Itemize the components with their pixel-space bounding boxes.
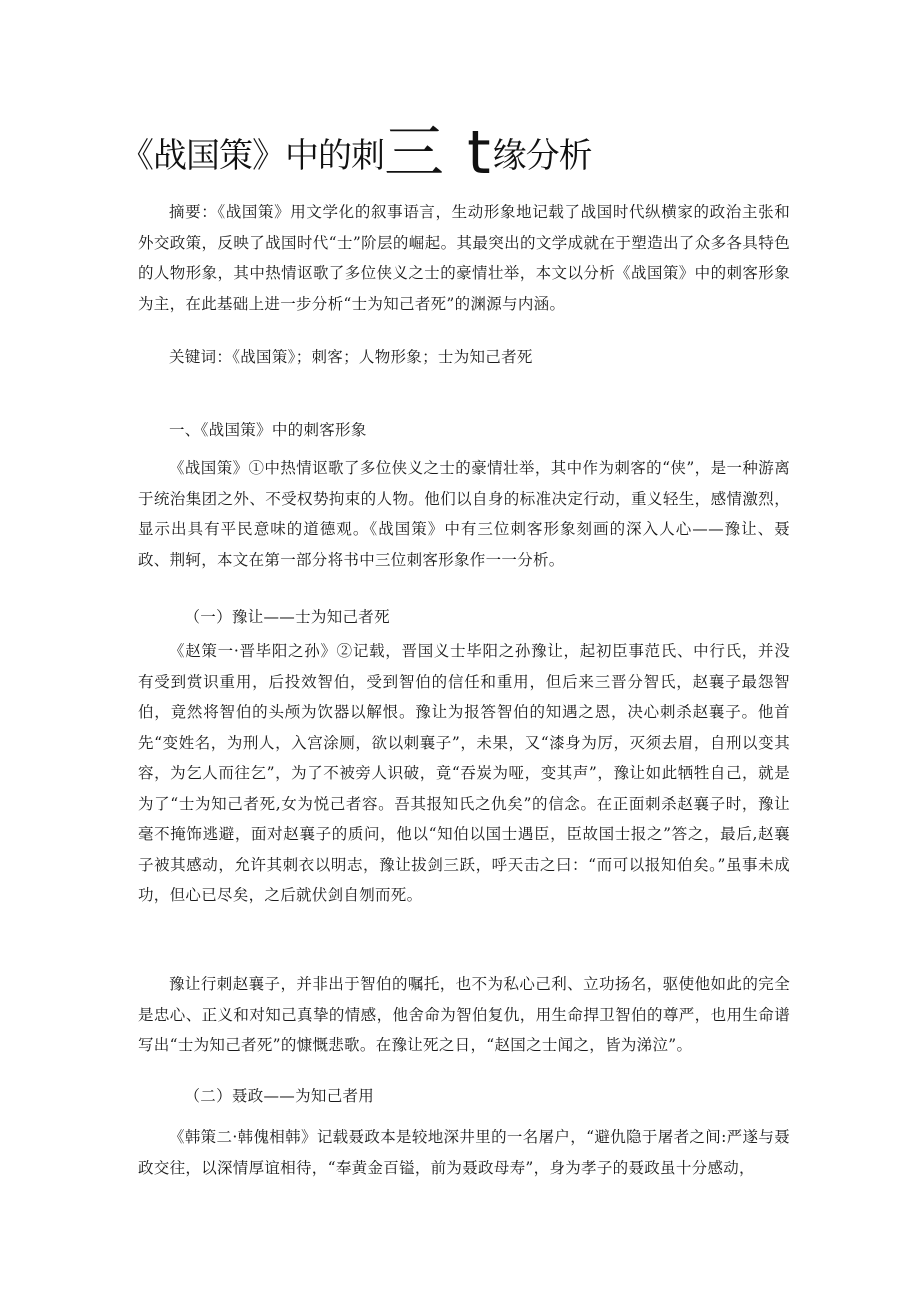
- document-title: [120, 118, 820, 191]
- body-paragraph-2: 《赵策一·晋毕阳之孙》②记载，晋国义士毕阳之孙豫让，起初臣事范氏、中行氏，并没有受到赏识重用，后投效智伯，受到智伯的信任和重用，但后来三晋分智氏，赵襄子最怨智伯，竟然将智伯的头颅为饮器以解恨。豫让为报答智伯的知遇之恩，决心刺杀赵襄子。他首先“变姓名，为刑人，入宫涂厕，欲以刺襄子”，未果，又“漆身为厉，灭须去眉，自刑以变其容，为乞人而往乞”，为了不被旁人识破，竟“吞炭为哑，变其声”，豫让如此牺牲自己，就是为了“士为知己者死,女为悦己者容。吾其报知氏之仇矣”的信念。在正面刺杀赵襄子时，豫让毫不掩饰逃避，面对赵襄子的质问，他以“知伯以国士遇臣，臣故国士报之”答之，最后,赵襄子被其感动，允许其刺衣以明志，豫让拔剑三跃，呼天击之曰：“而可以报知伯矣。”虽事未成功，但心已尽矣，之后就伏剑自刎而死。: [138, 642, 790, 904]
- subsection-heading-1: （一）豫让——士为知己者死: [184, 608, 390, 626]
- body-paragraph-4: 《韩策二·韩傀相韩》记载聂政本是较地深井里的一名屠户，“避仇隐于屠者之间:严遂与聂政交往，以深情厚谊相待，“奉黄金百镒，前为聂政母寿”，身为孝子的聂政虽十分感动，: [138, 1128, 790, 1177]
- title-text-part2: 三 t: [384, 118, 493, 188]
- keywords-line: 关键词：《战国策》；刺客；人物形象；士为知己者死: [169, 348, 533, 366]
- abstract-paragraph: 摘要：《战国策》用文学化的叙事语言，生动形象地记载了战国时代纵横家的政治主张和外交政策，反映了战国时代“士”阶层的崛起。其最突出的文学成就在于塑造出了众多各具特色的人物形象，其中热情讴歌了多位侠义之士的豪情壮举，本文以分析《战国策》中的刺客形象为主，在此基础上进一步分析“士为知己者死”的渊源与内涵。: [138, 203, 790, 313]
- body-paragraph-3: 豫让行刺赵襄子，并非出于智伯的嘱托，也不为私心己利、立功扬名，驱使他如此的完全是忠心、正义和对知己真挚的情感，他舍命为智伯复仇，用生命捍卫智伯的尊严，也用生命谱写出“士为知己者死”的慷慨悲歌。在豫让死之日，“赵国之士闻之，皆为涕泣”。: [138, 975, 790, 1054]
- title-text-part3: 缘分析: [492, 136, 592, 176]
- title-text-part1: 《战国策》中的刺: [120, 136, 384, 176]
- body-paragraph-1: 《战国策》①中热情讴歌了多位侠义之士的豪情壮举，其中作为刺客的“侠”，是一种游离于统治集团之外、不受权势拘束的人物。他们以自身的标准决定行动，重义轻生，感情激烈，显示出具有平民意味的道德观。《战国策》中有三位刺客形象刻画的深入人心——豫让、聂政、荆轲，本文在第一部分将书中三位刺客形象作一一分析。: [138, 459, 790, 569]
- section-heading-1: 一、《战国策》中的刺客形象: [169, 421, 367, 439]
- subsection-heading-2: （二）聂政——为知己者用: [184, 1087, 375, 1105]
